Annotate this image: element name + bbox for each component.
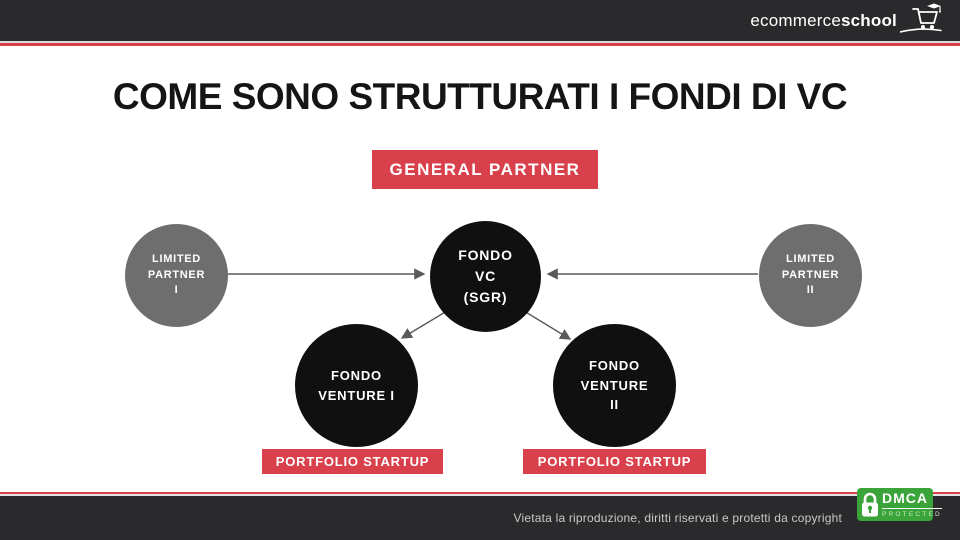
node-label-line: LIMITED: [152, 253, 201, 266]
node-limited-partner-1: [125, 224, 228, 327]
header-divider-red: [0, 43, 960, 46]
footer-bar: [0, 496, 960, 540]
header-bar: [0, 0, 960, 41]
node-label-line: PARTNER: [147, 268, 206, 281]
brand-logo-bold: school: [841, 10, 897, 30]
lock-icon: [860, 492, 880, 518]
portfolio-startup-box-2: PORTFOLIO STARTUP: [523, 449, 706, 474]
portfolio-startup-box-1: PORTFOLIO STARTUP: [262, 449, 443, 474]
node-label-line: FONDO: [331, 368, 382, 383]
node-fondo-vc: [430, 221, 541, 332]
general-partner-box: GENERAL PARTNER: [372, 150, 598, 189]
dmca-title: DMCA: [882, 491, 942, 508]
node-limited-partner-2: [759, 224, 862, 327]
copyright-text: Vietata la riproduzione, diritti riservati e protetti da copyright: [513, 511, 842, 525]
node-label-line: VENTURE I: [318, 387, 395, 403]
arrow-vc-to-venture1: [402, 311, 447, 338]
node-fondo-venture-2: [553, 324, 676, 447]
node-label-line: VC: [474, 268, 497, 284]
brand-logo-light: ecommerce: [750, 10, 841, 30]
brand-logo: [750, 2, 942, 39]
node-label-line: FONDO: [458, 247, 513, 263]
dmca-badge-text: [882, 491, 942, 517]
node-label-line: VENTURE: [580, 377, 649, 393]
node-label-line: II: [806, 284, 815, 297]
page-title: COME SONO STRUTTURATI I FONDI DI VC: [112, 76, 848, 117]
node-label-line: FONDO: [589, 358, 640, 374]
node-label-line: LIMITED: [786, 253, 835, 266]
arrow-vc-to-venture2: [524, 311, 570, 339]
brand-logo-text: [750, 11, 897, 31]
node-fondo-venture-1: [295, 324, 418, 447]
node-label-line: I: [174, 284, 179, 297]
dmca-subtitle: PROTECTED: [882, 510, 942, 518]
shopping-cart-graduation-icon: [900, 2, 942, 39]
dmca-protected-badge[interactable]: [857, 488, 942, 521]
node-label-line: II: [610, 397, 619, 413]
node-label-line: (SGR): [463, 289, 508, 305]
node-label-line: PARTNER: [781, 268, 840, 281]
